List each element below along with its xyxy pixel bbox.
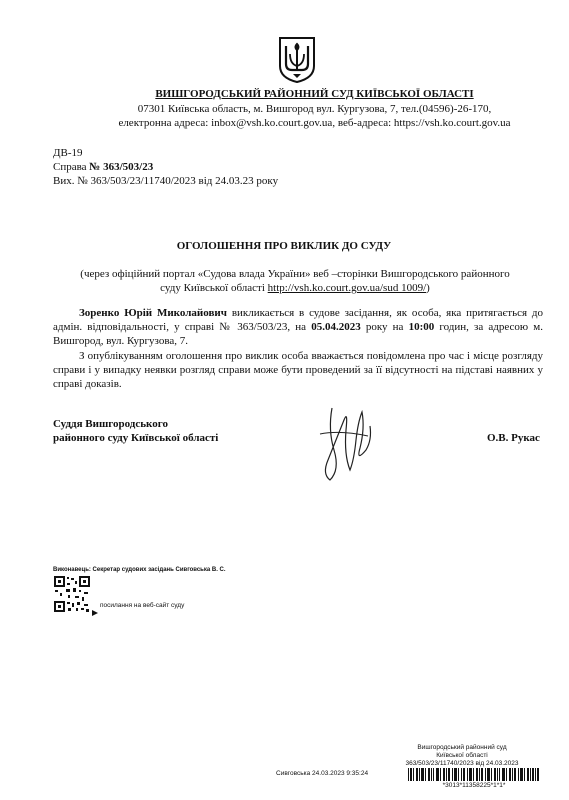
coat-of-arms-icon — [278, 36, 316, 84]
summons-paragraph — [53, 306, 543, 348]
notice-title: ОГОЛОШЕННЯ ПРО ВИКЛИК ДО СУДУ — [176, 240, 392, 252]
judge-name: О.В. Рукас — [487, 432, 540, 444]
judge-title-line2: районного суду Київської області — [53, 432, 219, 444]
stamp-region: Київської області — [436, 752, 488, 759]
summons-text-b: року на — [360, 321, 409, 333]
court-contacts: електронна адреса: inbox@vsh.ko.court.gov.ua, веб-адреса: https://vsh.ko.court.gov.ua — [118, 117, 511, 129]
hearing-time: 10:00 — [408, 321, 435, 333]
summons-text-a: викликається в судове засідання, як особа, яка притягається до адмін. відповідальності, у справі № 363/503/23, на — [53, 307, 543, 333]
stamp-signer: Сивговська 24.03.2023 9:35:24 — [276, 770, 369, 777]
form-code: ДВ-19 — [53, 147, 83, 159]
case-number: № 363/503/23 — [89, 161, 154, 173]
outgoing-number: Вих. № 363/503/23/11740/2023 від 24.03.23 року — [53, 175, 279, 187]
subtitle-prefix: суду Київської області — [160, 282, 268, 294]
stamp-court: Вишгородський районний суд — [417, 744, 507, 751]
barcode-text: *3013*11358225*1*1* — [442, 782, 506, 789]
court-address: 07301 Київська область, м. Вишгород вул. Кургузова, 7, тел.(04596)-26-170, — [137, 103, 492, 115]
judge-title-line1: Суддя Вишгородського — [53, 418, 168, 430]
barcode — [408, 768, 540, 781]
person-name: Зоренко Юрій Миколайович — [79, 307, 227, 319]
court-website-link[interactable]: http://vsh.ko.court.gov.ua/sud 1009/ — [267, 282, 427, 294]
summons-text-c: годин, за адресою м. Вишгород, вул. Кургузова, 7. — [53, 321, 543, 347]
subtitle-suffix: ) — [426, 282, 430, 294]
handwritten-signature — [310, 400, 380, 485]
stamp-registration: 363/503/23/11740/2023 від 24.03.2023 — [405, 760, 519, 767]
qr-code[interactable] — [53, 575, 91, 613]
case-number-line — [53, 160, 153, 174]
case-label: Справа — [53, 161, 90, 173]
notice-subtitle-line1: (через офіційний портал «Судова влада України» веб –сторінки Вишгородського районного — [80, 268, 510, 280]
consequence-paragraph: З опублікуванням оголошення про виклик особа вважається повідомлена про час і місце розгляду справи і у випадку неявки розгляд справи може бути проведений за її відсутності на підставі наявних у справі доказів. — [53, 350, 543, 390]
hearing-date: 05.04.2023 — [311, 321, 361, 333]
notice-subtitle-line2 — [53, 281, 537, 295]
executor-note: Виконавець: Секретар судових засідань Сивговська В. С. — [53, 567, 226, 573]
arrow-icon — [92, 603, 98, 609]
qr-caption: посилання на веб-сайт суду — [100, 602, 185, 609]
court-name: ВИШГОРОДСЬКИЙ РАЙОННИЙ СУД КИЇВСЬКОЇ ОБЛАСТІ — [155, 88, 474, 100]
